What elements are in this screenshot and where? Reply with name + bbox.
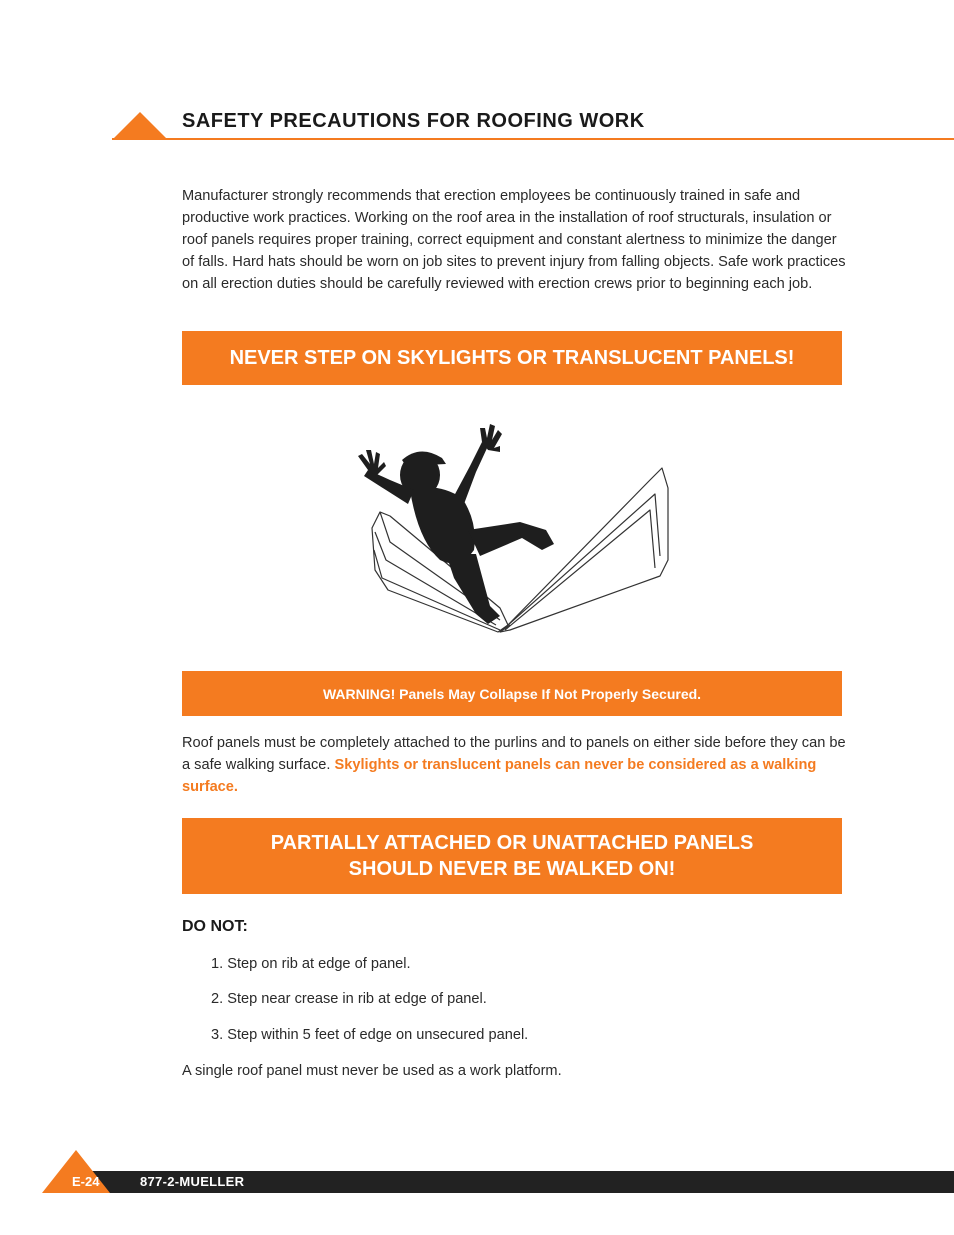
panel-attachment-text: Roof panels must be completely attached to the purlins and to panels on either side before they can be a safe walking surface. — [182, 735, 846, 773]
collapse-warning-text: WARNING! Panels May Collapse If Not Properly Secured. — [322, 685, 702, 702]
list-item: 2. Step near crease in rib at edge of panel. — [211, 991, 487, 1007]
header-triangle-icon — [112, 112, 168, 140]
unattached-panels-line2: SHOULD NEVER BE WALKED ON! — [348, 858, 676, 880]
person-falling-through-panel-icon — [350, 420, 680, 645]
unattached-panels-banner — [182, 818, 842, 894]
panel-attachment-highlight: Skylights or translucent panels can never be considered as a walking surface. — [182, 757, 817, 795]
closing-statement: A single roof panel must never be used as a work platform. — [182, 1063, 562, 1079]
skylight-warning-text: NEVER STEP ON SKYLIGHTS OR TRANSLUCENT PANELS! — [229, 346, 795, 369]
intro-paragraph: Manufacturer strongly recommends that erection employees be continuously trained in safe and productive work practices. Working on the roof area in the installation of roof structurals, insulation or roof panels requires proper training, correct equipment and constant alertness to minimize the danger of falls. Hard hats should be worn on job sites to prevent injury from falling objects. Safe work practices on all erection duties should be carefully reviewed with erection crews prior to beginning each job. — [182, 188, 846, 292]
do-not-heading: DO NOT: — [182, 918, 248, 935]
collapse-warning-banner — [182, 671, 842, 716]
list-item: 3. Step within 5 feet of edge on unsecured panel. — [211, 1027, 529, 1043]
page-title: SAFETY PRECAUTIONS FOR ROOFING WORK — [182, 110, 645, 132]
footer-phone: 877-2-MUELLER — [140, 1174, 245, 1189]
skylight-warning-banner — [182, 331, 842, 385]
header-rule — [112, 138, 954, 140]
panel-attachment-paragraph — [182, 732, 846, 798]
list-item: 1. Step on rib at edge of panel. — [211, 956, 411, 972]
unattached-panels-line1: PARTIALLY ATTACHED OR UNATTACHED PANELS — [270, 832, 754, 854]
page-number: E-24 — [72, 1174, 100, 1189]
